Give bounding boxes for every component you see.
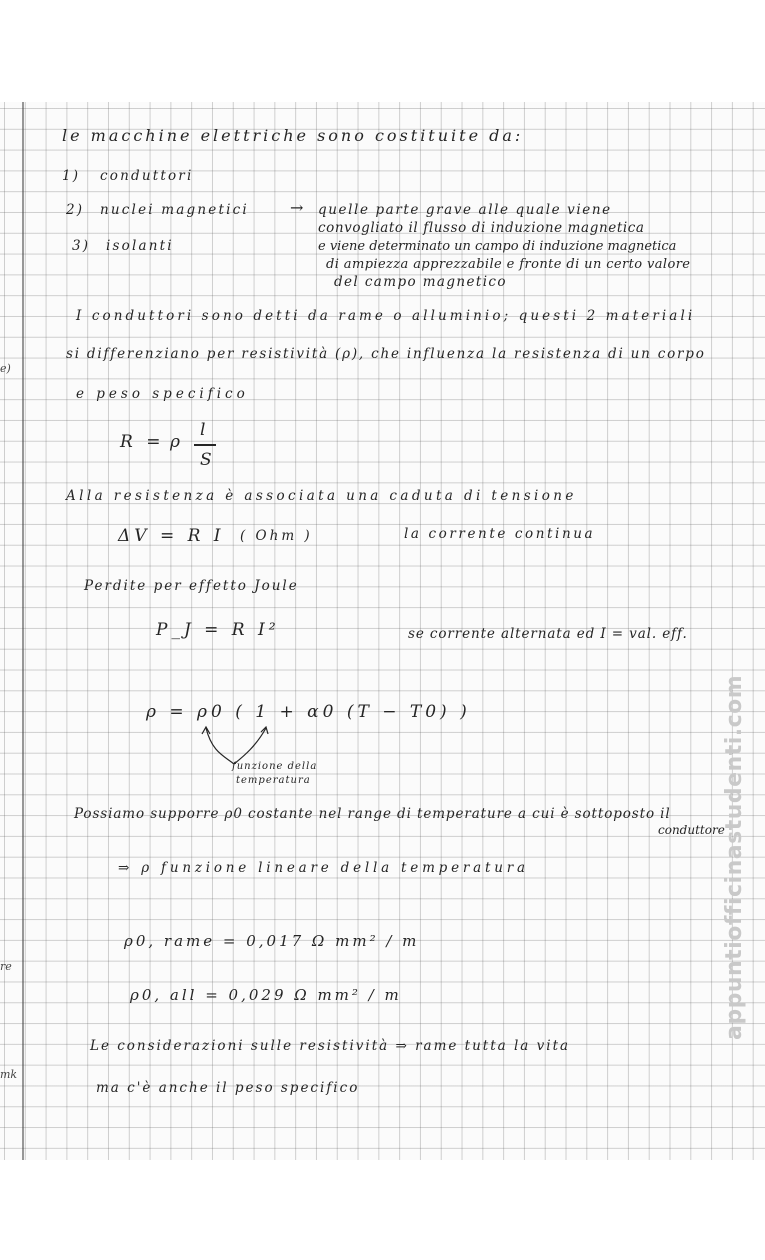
formula-voltage-drop: ΔV = R I — [118, 526, 225, 546]
formula-resistivity-temperature: ρ = ρ0 ( 1 + α0 (T − T0) ) — [146, 702, 471, 722]
edge-fragment: e) — [0, 362, 11, 375]
note-line: le macchine elettriche sono costituite da: — [62, 126, 524, 145]
note-line: ma c'è anche il peso specifico — [96, 1080, 360, 1096]
formula-aluminium-resistivity: ρ0, all = 0,029 Ω mm² / m — [130, 986, 402, 1004]
page-margin-line — [22, 102, 24, 1160]
note-line: di ampiezza apprezzabile e fronte di un certo valore — [326, 257, 691, 272]
arrow-symbol: → — [290, 198, 307, 217]
formula-denominator: S — [200, 450, 216, 470]
note-line: isolanti — [106, 238, 174, 254]
note-line: Le considerazioni sulle resistività ⇒ rame tutta la vita — [90, 1038, 571, 1054]
formula-numerator: l — [200, 420, 210, 440]
note-line: Perdite per effetto Joule — [84, 578, 299, 594]
note-line: conduttore — [658, 823, 725, 837]
note-line: e viene determinato un campo di induzione magnetica — [318, 239, 677, 254]
note-line: e peso specifico — [76, 386, 249, 402]
note-line: convogliato il flusso di induzione magnetica — [318, 220, 645, 236]
note-line: Alla resistenza è associata una caduta di tensione — [66, 488, 577, 504]
note-line: la corrente continua — [404, 526, 596, 542]
formula-copper-resistivity: ρ0, rame = 0,017 Ω mm² / m — [124, 932, 420, 950]
formula-rho: ρ — [170, 432, 184, 452]
note-line: nuclei magnetici — [100, 202, 249, 218]
unit-label: ( Ohm ) — [240, 528, 313, 544]
annotation-text: temperatura — [236, 775, 311, 786]
note-line: se corrente alternata ed I = val. eff. — [408, 626, 688, 642]
fraction-bar — [194, 444, 216, 446]
edge-fragment: re — [0, 960, 12, 973]
note-line: ⇒ ρ funzione lineare della temperatura — [118, 860, 529, 876]
note-line: del campo magnetico — [334, 274, 507, 290]
list-number: 3) — [72, 238, 91, 254]
formula-joule: P_J = R I² — [156, 620, 280, 640]
note-line: si differenziano per resistività (ρ), che influenza la resistenza di un corpo — [66, 346, 706, 362]
note-line: Possiamo supporre ρ0 costante nel range di temperature a cui è sottoposto il — [74, 806, 671, 822]
note-line: quelle parte grave alle quale viene — [318, 202, 612, 218]
formula-lhs: R = — [120, 432, 165, 452]
watermark: appuntiofficinastudenti.com — [722, 674, 747, 1040]
list-number: 1) — [62, 168, 81, 184]
note-line: conduttori — [100, 168, 194, 184]
note-line: I conduttori sono detti da rame o alluminio; questi 2 materiali — [76, 308, 696, 324]
list-number: 2) — [66, 202, 85, 218]
edge-fragment: mk — [0, 1068, 18, 1081]
annotation-text: funzione della — [232, 761, 318, 772]
